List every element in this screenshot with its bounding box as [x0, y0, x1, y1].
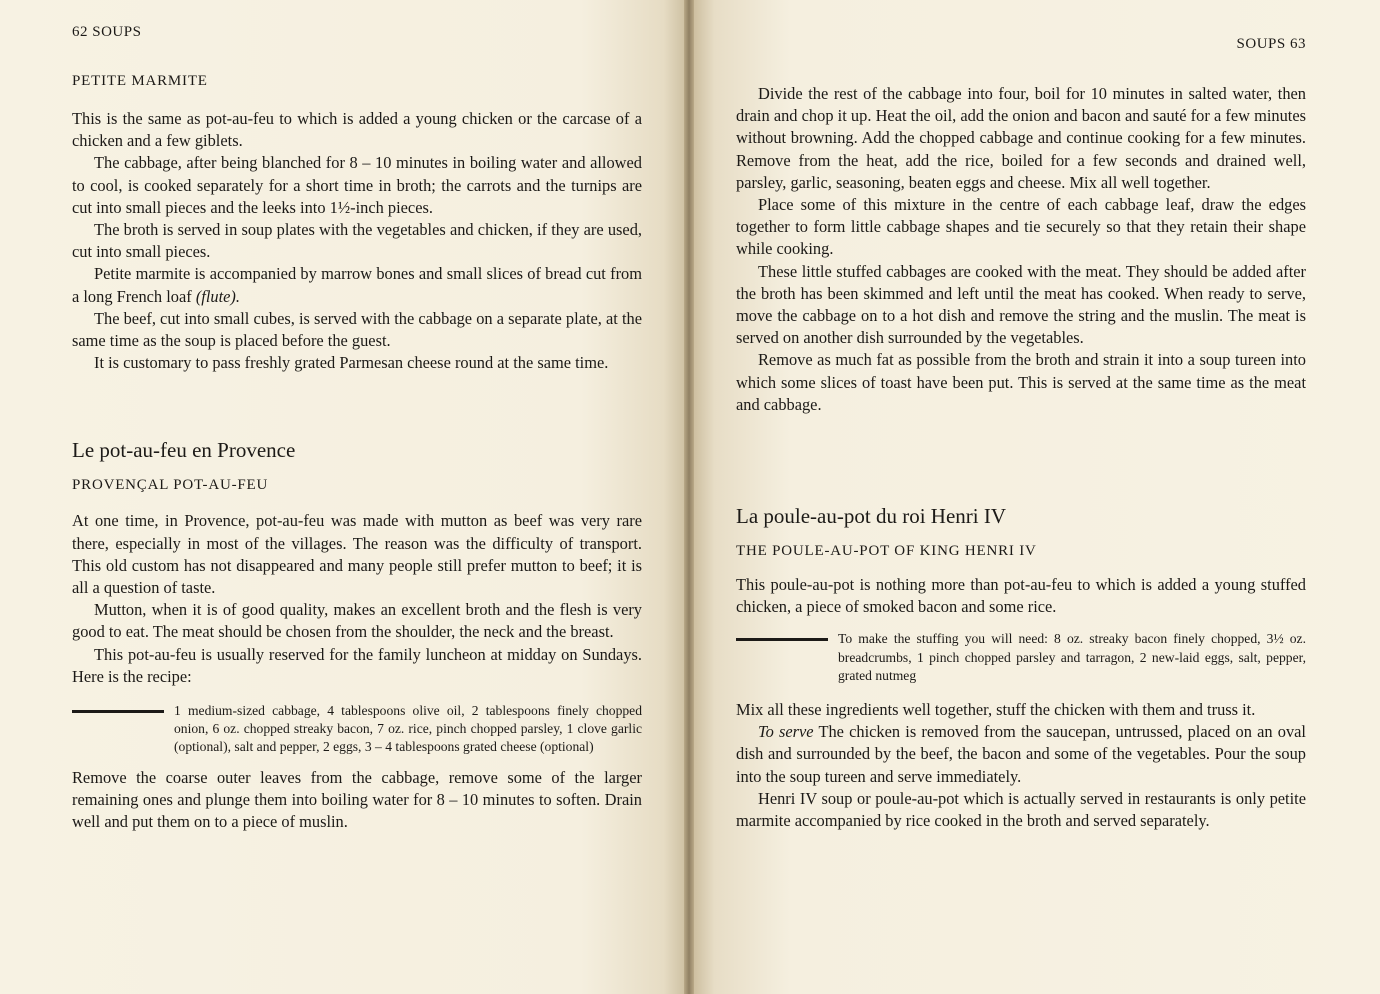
right-page [694, 0, 1380, 994]
paragraph: This is the same as pot-au-feu to which is added a young chicken or the carcase of a chicken and a few giblets. [72, 109, 642, 151]
right-page-content [736, 0, 1306, 832]
right-running-head: SOUPS 63 [1236, 36, 1306, 52]
paragraph: The cabbage, after being blanched for 8 – 10 minutes in boiling water and allowed to cool, is cooked separately for a short time in broth; the carrots and the turnips are cut into small pieces and the leeks into 1½-inch pieces. [72, 153, 642, 217]
stuffing-block [736, 630, 1306, 685]
ingredients-block [72, 702, 642, 757]
paragraph: Remove as much fat as possible from the broth and strain it into a soup tureen into which some slices of toast have been put. This is served at the same time as the meat and cabbage. [736, 350, 1306, 414]
paragraph: Place some of this mixture in the centre of each cabbage leaf, draw the edges together to form little cabbage shapes and tie securely so that they retain their shape while cooking. [736, 195, 1306, 259]
left-page [0, 0, 684, 994]
paragraph: Henri IV soup or poule-au-pot which is actually served in restaurants is only petite marmite accompanied by rice cooked in the broth and served separately. [736, 788, 1306, 831]
to-serve-label: To serve [758, 722, 814, 742]
book-gutter [684, 0, 694, 994]
section-heading: PROVENÇAL POT-AU-FEU [72, 477, 269, 494]
section-title: Le pot-au-feu en Provence [72, 438, 296, 463]
paragraph: Remove the coarse outer leaves from the cabbage, remove some of the larger remaining ones and plunge them into boiling water for 8 – 10 minutes to soften. Drain well and put them on to a piece of muslin. [72, 767, 642, 832]
section-title: La poule-au-pot du roi Henri IV [736, 504, 1006, 529]
paragraph: This pot-au-feu is usually reserved for the family luncheon at midday on Sundays. Here is the recipe: [72, 644, 642, 686]
stuffing-rule [736, 638, 828, 641]
paragraph-text: The chicken is removed from the saucepan, untrussed, placed on an oval dish and surrounded by the beef, the bacon and some of the vegetables. Pour the soup into the soup tureen and serve immediately. [736, 722, 1306, 786]
paragraph: These little stuffed cabbages are cooked with the meat. They should be added after the broth has been skimmed and left until the meat has cooked. When ready to serve, move the cabbage on to a hot dish and remove the string and the muslin. The meat is served on another dish surrounded by the vegetables. [736, 261, 1306, 348]
paragraph: Divide the rest of the cabbage into four, boil for 10 minutes in salted water, then drain and chop it up. Heat the oil, add the onion and bacon and sauté for a few minutes without browning. Add the chopped cabbage and continue cooking for a few minutes. Remove from the heat, add the rice, boiled for a few seconds and drained well, parsley, garlic, seasoning, beaten eggs and cheese. Mix all well together. [736, 84, 1306, 192]
paragraph: It is customary to pass freshly grated Parmesan cheese round at the same time. [94, 353, 609, 373]
stuffing-text: To make the stuffing you will need: 8 oz. streaky bacon finely chopped, 3½ oz. breadcrumbs, 1 pinch chopped parsley and tarragon, 2 new-laid eggs, salt, pepper, grated nutmeg [838, 631, 1306, 683]
paragraph: Mutton, when it is of good quality, makes an excellent broth and the flesh is very good to eat. The meat should be chosen from the shoulder, the neck and the breast. [72, 600, 642, 642]
left-page-content [72, 0, 642, 833]
left-running-head: 62 SOUPS [72, 24, 142, 40]
flute-italic: (flute). [195, 286, 240, 306]
paragraph: This poule-au-pot is nothing more than pot-au-feu to which is added a young stuffed chicken, a piece of smoked bacon and some rice. [736, 575, 1306, 617]
paragraph-text: Petite marmite is accompanied by marrow bones and small slices of bread cut from a long French loaf [72, 264, 642, 306]
paragraph: The beef, cut into small cubes, is served with the cabbage on a separate plate, at the same time as the soup is placed before the guest. [72, 308, 642, 351]
section-heading: THE POULE-AU-POT OF KING HENRI IV [736, 543, 1037, 560]
paragraph: Mix all these ingredients well together, stuff the chicken with them and truss it. [736, 700, 1256, 720]
paragraph [736, 721, 1306, 788]
ingredients-rule [72, 710, 164, 713]
paragraph: At one time, in Provence, pot-au-feu was made with mutton as beef was very rare there, especially in most of the villages. The reason was the difficulty of transport. This old custom has not disappeared and many people still prefer mutton to beef; it is all a question of taste. [72, 511, 642, 598]
paragraph [72, 263, 642, 307]
paragraph: The broth is served in soup plates with the vegetables and chicken, if they are used, cut into small pieces. [72, 220, 642, 262]
ingredients-text: 1 medium-sized cabbage, 4 tablespoons olive oil, 2 tablespoons finely chopped onion, 6 oz. chopped streaky bacon, 7 oz. rice, pinch chopped parsley, 1 clove garlic (optional), salt and pepper, 2 eggs, 3 – 4 tablespoons grated cheese (optional) [174, 703, 642, 755]
petite-marmite-heading: PETITE MARMITE [72, 73, 208, 89]
